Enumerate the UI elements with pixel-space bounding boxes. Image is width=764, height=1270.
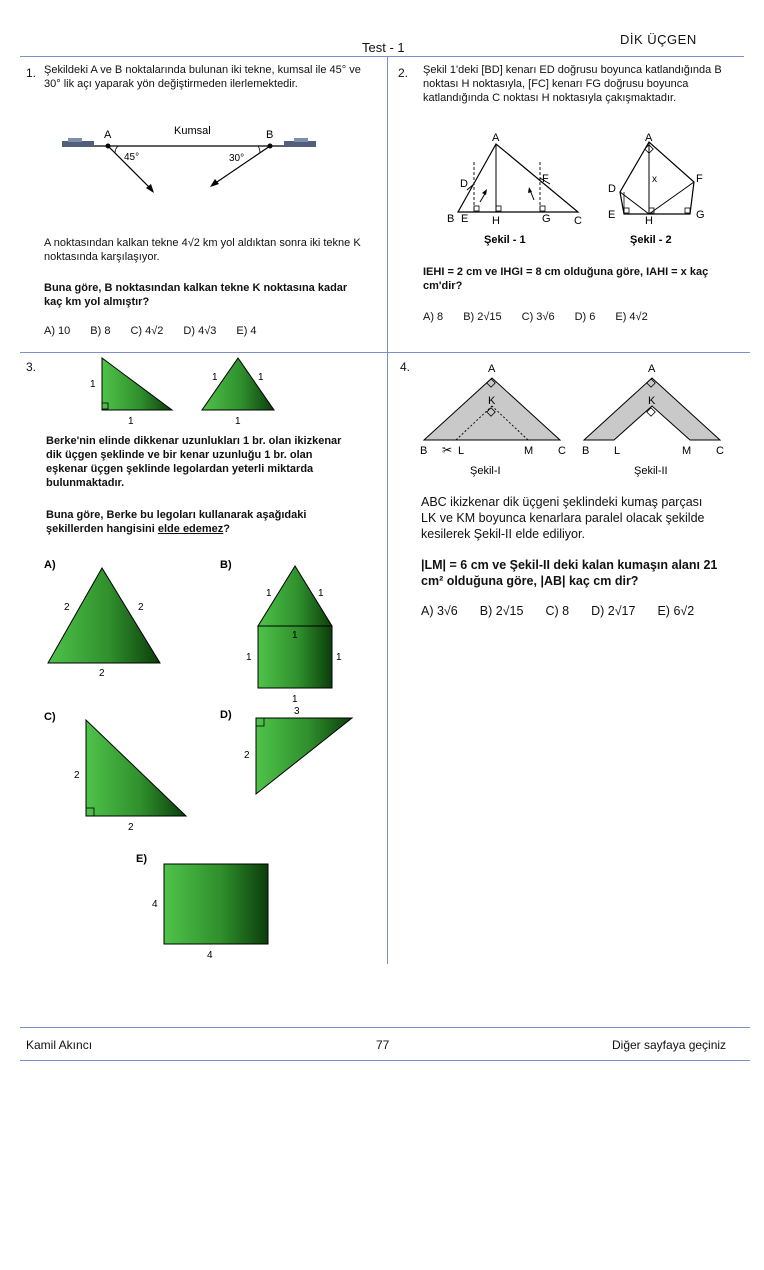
svg-text:4: 4 xyxy=(152,899,158,910)
q2-intro: Şekil 1'deki [BD] kenarı ED doğrusu boyunca katlandığında B noktası H noktasıyla, [FC] kenarı FG doğrusu boyunca katlandığında C noktası H noktasıyla çakışmaktadır. xyxy=(423,64,722,104)
svg-text:C: C xyxy=(716,445,724,457)
option-c-shape xyxy=(86,720,186,816)
svg-text:L: L xyxy=(614,445,621,457)
q2-choice-d[interactable]: D) 6 xyxy=(574,311,596,323)
svg-text:D: D xyxy=(608,183,616,195)
column-divider xyxy=(387,56,388,964)
svg-text:K: K xyxy=(488,395,496,407)
q2-choice-c[interactable]: C) 3√6 xyxy=(521,311,555,323)
svg-text:2: 2 xyxy=(99,668,105,679)
q1-number: 1. xyxy=(26,66,37,80)
q1-choice-c[interactable]: C) 4√2 xyxy=(130,325,164,337)
label-kumsal: Kumsal xyxy=(174,125,211,137)
q1-figure xyxy=(56,118,326,200)
q1-question: Buna göre, B noktasından kalkan tekne K noktasına kadar kaç km yol almıştır? xyxy=(44,282,348,308)
footer-next[interactable]: Diğer sayfaya geçiniz xyxy=(612,1038,727,1052)
q1-body: A noktasından kalkan tekne 4√2 km yol aldıktan sonra iki tekne K noktasında karşılaşıyor. xyxy=(44,237,361,263)
q4-figure-2 xyxy=(580,358,730,482)
q4-figure-1 xyxy=(418,358,578,482)
topic-title: DİK ÜÇGEN xyxy=(620,32,697,47)
q3-number: 3. xyxy=(26,360,37,374)
test-title: Test - 1 xyxy=(362,40,405,55)
svg-text:B: B xyxy=(420,445,428,457)
svg-text:B: B xyxy=(447,213,455,225)
q1-intro: Şekildeki A ve B noktalarında bulunan iki tekne, kumsal ile 45° ve 30° lik açı yaparak yön değiştirmeden ilerlemektedir. xyxy=(44,64,361,90)
svg-text:B: B xyxy=(582,445,590,457)
svg-text:1: 1 xyxy=(292,694,298,705)
q3-body: Berke'nin elinde dikkenar uzunlukları 1 br. olan ikizkenar dik üçgen şeklinde ve bir kenar uzunluğu 1 br. olan eşkenar üçgen şeklinde legolardan yeterli miktarda bulunmaktadır. xyxy=(46,435,342,489)
svg-text:2: 2 xyxy=(138,602,144,613)
svg-text:2: 2 xyxy=(64,602,70,613)
q3-option-d[interactable]: D) xyxy=(220,709,232,721)
svg-text:A: A xyxy=(492,132,500,144)
q3-question: Buna göre, Berke bu legoları kullanarak aşağıdaki şekillerden hangisini elde edemez? xyxy=(46,509,307,535)
svg-text:H: H xyxy=(492,215,500,227)
q1-choices xyxy=(44,325,257,337)
q2-choice-e[interactable]: E) 4√2 xyxy=(615,311,648,323)
svg-text:K: K xyxy=(648,395,656,407)
svg-text:F: F xyxy=(542,173,549,185)
q4-choice-d[interactable]: D) 2√17 xyxy=(591,604,636,618)
svg-text:4: 4 xyxy=(207,950,213,961)
q4-fig2-caption: Şekil-II xyxy=(634,465,668,477)
svg-text:M: M xyxy=(524,445,534,457)
svg-text:A: A xyxy=(645,132,653,144)
svg-text:1: 1 xyxy=(246,652,252,663)
q4-choices xyxy=(421,604,694,618)
q1-choice-a[interactable]: A) 10 xyxy=(44,325,71,337)
svg-text:A: A xyxy=(648,363,656,375)
svg-text:F: F xyxy=(696,173,703,185)
footer-rule-bottom xyxy=(20,1060,750,1061)
svg-text:x: x xyxy=(652,174,657,185)
svg-text:1: 1 xyxy=(212,372,218,383)
svg-text:1: 1 xyxy=(266,588,272,599)
path-b xyxy=(214,146,270,184)
q2-choices xyxy=(423,311,648,323)
q4-number: 4. xyxy=(400,360,411,374)
svg-text:C: C xyxy=(558,445,566,457)
q4-scissors-icon: ✂ xyxy=(442,443,453,457)
svg-text:3: 3 xyxy=(294,706,300,717)
header-rule xyxy=(20,56,744,57)
mid-rule-right xyxy=(388,352,750,353)
fig2-caption: Şekil - 2 xyxy=(630,234,672,246)
svg-text:1: 1 xyxy=(318,588,324,599)
q4-body: ABC ikizkenar dik üçgeni şeklindeki kumaş parçası LK ve KM boyunca kenarlara paralel olacak şekilde kesilerek Şekil-II elde ediliyor. xyxy=(421,495,705,541)
label-b: B xyxy=(266,129,274,141)
option-d-shape xyxy=(256,718,352,794)
svg-text:1: 1 xyxy=(90,379,96,390)
q3-option-c[interactable]: C) xyxy=(44,711,56,723)
svg-text:1: 1 xyxy=(128,416,134,427)
q4-question: |LM| = 6 cm ve Şekil-II deki kalan kumaşın alanı 21 cm² olduğuna göre, |AB| kaç cm dir? xyxy=(421,558,718,588)
lego-right-isosceles xyxy=(102,358,172,410)
q1-choice-e[interactable]: E) 4 xyxy=(236,325,257,337)
fig1-caption: Şekil - 1 xyxy=(484,234,526,246)
q1-choice-d[interactable]: D) 4√3 xyxy=(183,325,217,337)
q3-option-a[interactable]: A) xyxy=(44,559,56,571)
svg-text:M: M xyxy=(682,445,692,457)
q2-question: IEHI = 2 cm ve IHGI = 8 cm olduğuna göre, IAHI = x kaç cm'dir? xyxy=(423,266,709,292)
svg-text:1: 1 xyxy=(336,652,342,663)
q3-option-b[interactable]: B) xyxy=(220,559,232,571)
svg-text:2: 2 xyxy=(74,770,80,781)
q2-figure-1 xyxy=(438,132,598,247)
svg-text:C: C xyxy=(574,215,582,227)
svg-text:D: D xyxy=(460,178,468,190)
q4-choice-b[interactable]: B) 2√15 xyxy=(479,604,524,618)
svg-text:2: 2 xyxy=(244,750,250,761)
svg-text:1: 1 xyxy=(292,630,298,641)
q3-emphasis: elde edemez xyxy=(157,523,224,535)
q2-figure-2 xyxy=(604,132,714,247)
svg-text:G: G xyxy=(696,209,705,221)
option-a-shape xyxy=(48,568,160,663)
q2-choice-a[interactable]: A) 8 xyxy=(423,311,444,323)
q4-choice-a[interactable]: A) 3√6 xyxy=(421,604,458,618)
svg-text:1: 1 xyxy=(235,416,241,427)
svg-text:2: 2 xyxy=(128,822,134,833)
q3-option-e[interactable]: E) xyxy=(136,853,147,865)
label-45: 45° xyxy=(124,152,140,163)
svg-text:1: 1 xyxy=(258,372,264,383)
svg-text:G: G xyxy=(542,213,551,225)
option-e-shape xyxy=(164,864,268,944)
svg-text:E: E xyxy=(608,209,616,221)
q4-choice-c[interactable]: C) 8 xyxy=(545,604,570,618)
lego-equilateral xyxy=(202,358,274,410)
svg-text:L: L xyxy=(458,445,465,457)
svg-text:H: H xyxy=(645,215,653,227)
footer-rule-top xyxy=(20,1027,750,1028)
q4-choice-e[interactable]: E) 6√2 xyxy=(657,604,695,618)
page-number: 77 xyxy=(376,1038,390,1052)
q1-choice-b[interactable]: B) 8 xyxy=(90,325,111,337)
q2-number: 2. xyxy=(398,66,409,80)
q4-fig1-caption: Şekil-I xyxy=(470,465,501,477)
label-30: 30° xyxy=(229,153,245,164)
svg-text:A: A xyxy=(488,363,496,375)
label-a: A xyxy=(104,129,112,141)
svg-text:E: E xyxy=(461,213,469,225)
footer-author: Kamil Akıncı xyxy=(26,1038,93,1052)
q2-choice-b[interactable]: B) 2√15 xyxy=(463,311,502,323)
